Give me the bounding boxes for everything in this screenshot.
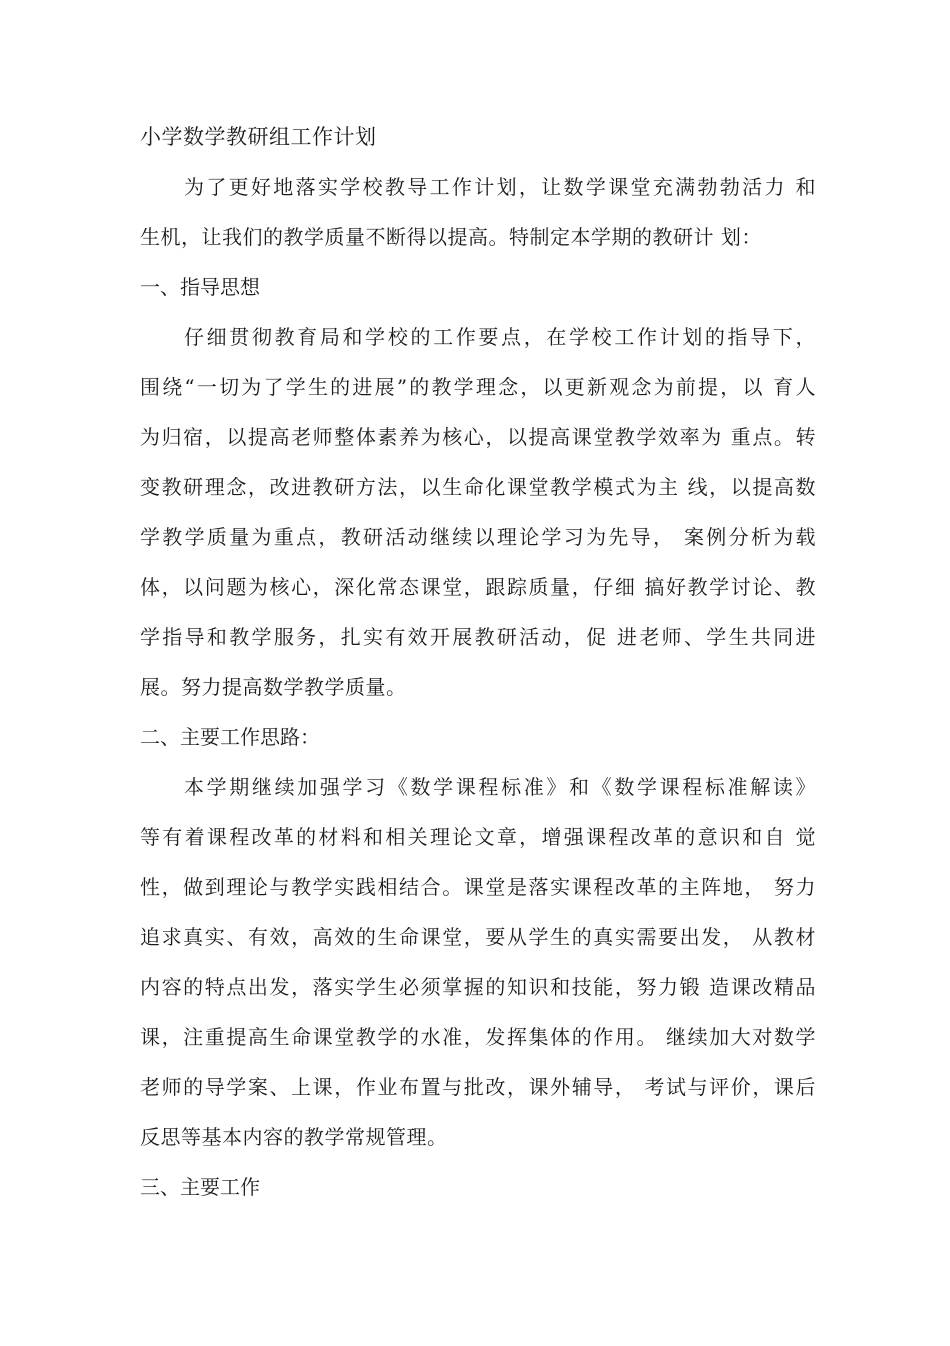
paragraph-line: 围绕“一切为了学生的进展”的教学理念，以更新观念为前提，以 育人 xyxy=(140,375,816,399)
paragraph-line: 本学期继续加强学习《数学课程标准》和《数学课程标准解读》 xyxy=(184,775,816,799)
section-heading: 一、指导思想 xyxy=(140,275,260,299)
paragraph-line: 反思等基本内容的教学常规管理。 xyxy=(140,1125,448,1149)
intro-line: 生机，让我们的教学质量不断得以提高。特制定本学期的教研计 划： xyxy=(140,225,762,249)
paragraph-line: 等有着课程改革的材料和相关理论文章，增强课程改革的意识和自 觉 xyxy=(140,825,816,849)
intro-line: 为了更好地落实学校教导工作计划，让数学课堂充满勃勃活力 和 xyxy=(184,175,816,199)
paragraph-line: 课，注重提高生命课堂教学的水准，发挥集体的作用。 继续加大对数学 xyxy=(140,1025,816,1049)
section-heading: 二、主要工作思路： xyxy=(140,725,320,749)
section-heading: 三、主要工作 xyxy=(140,1175,260,1199)
document-title: 小学数学教研组工作计划 xyxy=(140,125,377,149)
paragraph-line: 体，以问题为核心，深化常态课堂，跟踪质量，仔细 搞好教学讨论、教 xyxy=(140,575,816,599)
paragraph-line: 内容的特点出发，落实学生必须掌握的知识和技能，努力锻 造课改精品 xyxy=(140,975,816,999)
paragraph-line: 展。努力提高数学教学质量。 xyxy=(140,675,407,699)
paragraph-line: 性，做到理论与教学实践相结合。课堂是落实课程改革的主阵地， 努力 xyxy=(140,875,816,899)
paragraph-line: 变教研理念，改进教研方法，以生命化课堂教学模式为主 线，以提高数 xyxy=(140,475,816,499)
paragraph-line: 老师的导学案、上课，作业布置与批改，课外辅导， 考试与评价，课后 xyxy=(140,1075,816,1099)
paragraph-line: 学指导和教学服务，扎实有效开展教研活动，促 进老师、学生共同进 xyxy=(140,625,816,649)
paragraph-line: 学教学质量为重点，教研活动继续以理论学习为先导， 案例分析为载 xyxy=(140,525,816,549)
paragraph-line: 追求真实、有效，高效的生命课堂，要从学生的真实需要出发， 从教材 xyxy=(140,925,816,949)
paragraph-line: 仔细贯彻教育局和学校的工作要点，在学校工作计划的指导下， xyxy=(184,325,816,349)
paragraph-line: 为归宿，以提高老师整体素养为核心，以提高课堂教学效率为 重点。转 xyxy=(140,425,816,449)
document-body xyxy=(140,112,816,1212)
